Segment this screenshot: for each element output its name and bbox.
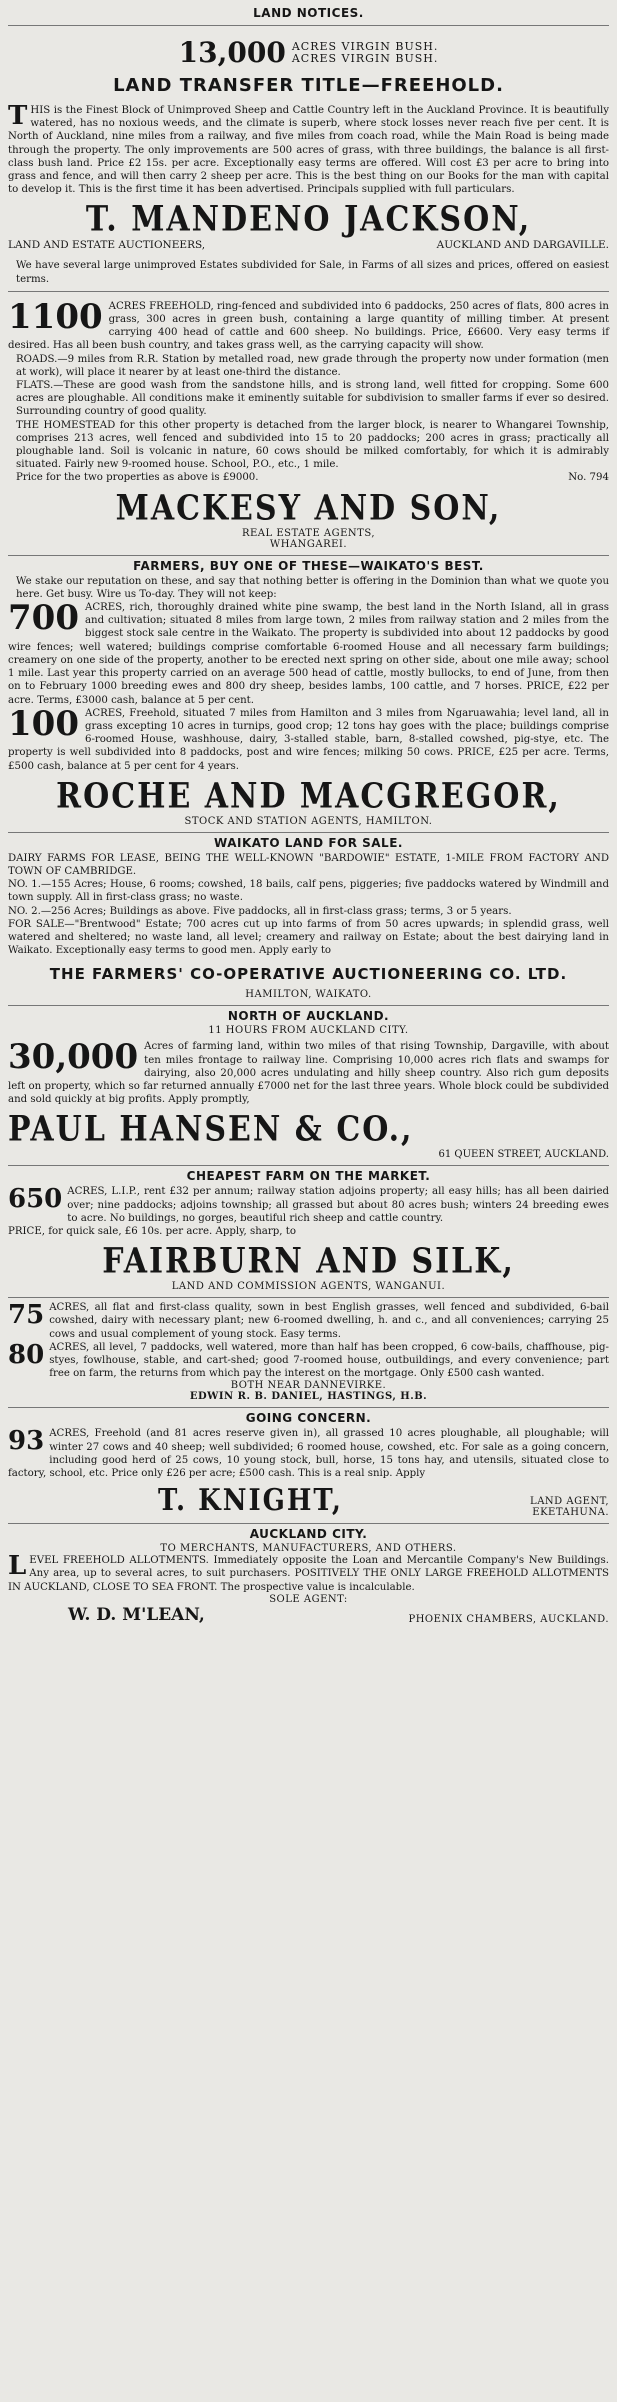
agent-address: PHOENIX CHAMBERS, AUCKLAND. — [408, 1613, 609, 1625]
firm-name: T. MANDENO JACKSON, — [85, 199, 532, 241]
agent-name: W. D. M'LEAN, — [68, 1604, 205, 1625]
firm-subline: HAMILTON, WAIKATO. — [245, 989, 372, 1001]
divider — [8, 832, 609, 833]
acres-line-1: ACRES VIRGIN BUSH. — [291, 39, 439, 53]
ad-body: ACRES, L.I.P., rent £32 per annum; railway station adjoins property; all easy hills; has all been dairied over; nine paddocks; adjoins township; all grassed but about 80 acres bush; winters 24 breeding ewes to acre. No buildings, no gorges, beautiful rich sheep and cattle country. — [67, 1186, 609, 1224]
firm-name: ROCHE AND MACGREGOR, — [56, 776, 561, 817]
firm-address: 61 QUEEN STREET, AUCKLAND. — [438, 1149, 609, 1161]
ad-flats: FLATS.—These are good wash from the sandstone hills, and is strong land, well fitted for cropping. Some 600 acres are ploughable. All conditions make it eminently suitable for subdivision to smaller farms if ever so desired. Surrounding country of good quality. — [16, 380, 609, 418]
ad-knight — [8, 1411, 609, 1518]
drop-cap: L — [8, 1551, 27, 1582]
acres-line-2: ACRES VIRGIN BUSH. — [291, 51, 439, 65]
ad-body: ACRES, Freehold, situated 7 miles from Hamilton and 3 miles from Ngaruawahia; level land, all in grass excepting 10 acres in turnips, good crop; 12 tons hay goes with the place; buildings comprise 6-roomed House, washhouse, dairy, 3-stalled stable, barn, 8-stalled cowshed, pig-stye, etc. The property is well subdivided into 8 paddocks, post and wire fences; milking 50 cows. PRICE, £25 per acre. Terms, £500 cash, balance at 5 per cent for 4 years. — [8, 707, 609, 772]
acres-number: 75 — [8, 1300, 45, 1331]
ad-sole-agent-label: SOLE AGENT: — [269, 1593, 348, 1605]
ad-body: ACRES, rich, thoroughly drained white pine swamp, the best land in the North Island, all in grass and cultivation; situated 8 miles from large town, 2 miles from railway station and 2 miles from the biggest stock sale centre in the Waikato. The property is subdivided into about 12 paddocks by good wire fences; well watered; buildings comprise comfortable 6-roomed House and all necessary farm buildings; creamery on one side of the property, another to be erected next spring on other side, about one mile away; school 1 mile. Last year this property carried on an average 500 head of cattle, mostly bullocks, to end of June, from then on to February 1000 breeding ewes and 800 dry sheep, besides lambs, 100 cattle, and 7 horses. PRICE, £22 per acre. Terms, £3000 cash, balance at 5 per cent. — [8, 602, 609, 706]
ad-roads: ROADS.—9 miles from R.R. Station by metalled road, new grade through the property now under formation (men at work), will place it nearer by at least one-third the distance. — [16, 353, 609, 378]
divider — [8, 555, 609, 556]
ad-item-2: NO. 2.—256 Acres; Buildings as above. Five paddocks, all in first-class grass; terms, 3 or 5 years. — [8, 905, 512, 917]
ad-body: ACRES, all level, 7 paddocks, well watered, more than half has been cropped, 6 cow-bails, chaffhouse, pig-styes, fowlhouse, stable, and cart-shed; good 7-roomed house, outbuildings, and every convenience; part free on farm, the returns from which pay the interest on the mortgage. Only £500 cash wanted. — [49, 1341, 609, 1380]
ad-body: ACRES, Freehold (and 81 acres reserve given in), all grassed 10 acres ploughable, all ploughable; will winter 27 cows and 40 sheep; well subdivided; 6 roomed house, cowshed, etc. For sale as a going concern, including good herd of 25 cows, 10 young stock, bull, horse, 15 tons hay, and utensils, situated close to factory, school, etc. Price only £26 per acre; £500 cash. This is a real snip. Apply — [8, 1428, 609, 1479]
acres-number: 93 — [8, 1426, 45, 1457]
section-heading: LAND NOTICES. — [253, 6, 364, 20]
acres-number: 100 — [8, 703, 79, 744]
ad-body: Acres of farming land, within two miles of that rising Township, Dargaville, with about ten miles frontage to railway line. Comprising 10,000 acres rich flats and swamps for dairying, also 20,000 acres undulating and hilly sheep country. Also rich gum deposits left on property, which so far returned annually £7000 net for the last three years. Whole block could be subdivided and sold quickly at big profits. Apply promptly, — [8, 1041, 609, 1106]
divider — [8, 25, 609, 26]
ad-body: EVEL FREEHOLD ALLOTMENTS. Immediately opposite the Loan and Mercantile Company's New Buildings. Any area, up to several acres, to suit purchasers. POSITIVELY THE ONLY LARGE FREEHOLD ALLOTMENTS IN AUCKLAND, CLOSE TO SEA FRONT. The prospective value is incalculable. — [8, 1555, 609, 1593]
ad-heading: NORTH OF AUCKLAND. — [227, 1009, 390, 1024]
firm-name: THE FARMERS' CO-OPERATIVE AUCTIONEERING CO. LTD. — [49, 965, 568, 984]
ad-body: ACRES FREEHOLD, ring-fenced and subdivided into 6 paddocks, 250 acres of flats, 800 acres in grass, 300 acres in green bush, containing a large quantity of milling timber. At present carrying 400 head of cattle and 600 sheep. No buildings. Price, £6600. Very easy terms if desired. Has all been bush country, and takes grass well, as the carrying capacity will show. — [8, 300, 609, 352]
ad-subheading: TO MERCHANTS, MANUFACTURERS, AND OTHERS. — [160, 1543, 457, 1555]
ad-intro: We stake our reputation on these, and say that nothing better is offering in the Dominion than what we quote you here. Get busy. Wire us To-day. They will not keep: — [16, 575, 609, 600]
ad-mandeno-jackson — [8, 36, 609, 286]
acres-number: 700 — [8, 598, 79, 639]
ad-heading: AUCKLAND CITY. — [249, 1527, 368, 1542]
acres-number: 1100 — [8, 296, 103, 337]
firm-subline: LAND AGENT, — [530, 1496, 609, 1508]
acres-number: 13,000 — [178, 36, 286, 69]
ad-farmers-coop — [8, 836, 609, 1001]
ad-item-1: NO. 1.—155 Acres; House, 6 rooms; cowshed, 18 bails, calf pens, piggeries; five paddocks watered by Windmill and town supply. All in first-class grass; no waste. — [8, 879, 609, 904]
acres-headline — [8, 36, 609, 69]
divider — [8, 1407, 609, 1408]
drop-cap: T — [8, 101, 28, 131]
ad-heading: CHEAPEST FARM ON THE MARKET. — [186, 1169, 431, 1184]
firm-town: WHANGAREI. — [269, 538, 348, 550]
ad-body: ACRES, all flat and first-class quality, sown in best English grasses, well fenced and subdivided, 6-bail cowshed, dairy with necessary plant; new 6-roomed dwelling, h. and c., and all conveniences; carrying 25 cows and usual complement of young stock. Easy terms. — [49, 1302, 609, 1340]
ad-intro: DAIRY FARMS FOR LEASE, BEING THE WELL-KNOWN "BARDOWIE" ESTATE, 1-MILE FROM FACTORY AND TOWN OF CAMBRIDGE. — [8, 852, 609, 877]
ad-ref: No. 794 — [568, 472, 609, 484]
ad-mclean — [8, 1527, 609, 1625]
divider — [8, 1297, 609, 1298]
ad-mackesy — [8, 296, 609, 550]
divider — [8, 1165, 609, 1166]
divider — [8, 1005, 609, 1006]
ad-title: LAND TRANSFER TITLE—FREEHOLD. — [113, 75, 504, 96]
firm-subline: LAND AND COMMISSION AGENTS, WANGANUI. — [171, 1281, 446, 1293]
divider — [8, 291, 609, 292]
ad-price: PRICE, for quick sale, £6 10s. per acre. Apply, sharp, to — [8, 1225, 296, 1237]
firm-subline: LAND AND ESTATE AUCTIONEERS, AUCKLAND AND DARGAVILLE. — [8, 239, 609, 252]
ad-location: BOTH NEAR DANNEVIRKE. — [230, 1380, 387, 1392]
ad-homestead: THE HOMESTEAD for this other property is detached from the larger block, is nearer to Whangarei Township, comprises 213 acres, well fenced and subdivided into 15 to 20 paddocks; 200 acres in grass; practically all ploughable land. Soil is volcanic in nature, 60 cows should be milked comfortably, for which it is admirably situated. Fairly new 9-roomed house. School, P.O., etc., 1 mile. — [16, 419, 609, 471]
ad-heading: WAIKATO LAND FOR SALE. — [214, 835, 403, 850]
ad-fairburn-silk — [8, 1169, 609, 1292]
divider — [8, 1523, 609, 1524]
ad-heading: FARMERS, BUY ONE OF THESE—WAIKATO'S BEST. — [133, 558, 484, 573]
ad-roche-macgregor — [8, 559, 609, 827]
firm-town: EKETAHUNA. — [532, 1507, 609, 1519]
acres-number: 650 — [8, 1184, 63, 1215]
ad-paul-hansen — [8, 1009, 609, 1160]
ad-price: Price for the two properties as above is £9000. — [16, 472, 259, 484]
ad-daniel — [8, 1301, 609, 1402]
ad-subheading: 11 HOURS FROM AUCKLAND CITY. — [208, 1025, 409, 1037]
firm-name: PAUL HANSEN & CO., — [8, 1109, 414, 1150]
firm-name: MACKESY AND SON, — [115, 488, 502, 529]
firm-subline: STOCK AND STATION AGENTS, HAMILTON. — [184, 815, 433, 827]
acres-number: 30,000 — [8, 1037, 139, 1078]
firm-subline: REAL ESTATE AGENTS, — [241, 527, 376, 539]
ad-body: THIS is the Finest Block of Unimproved Sheep and Cattle Country left in the Auckland Province. It is beautifully watered, has no noxious weeds, and the climate is superb, where stock losses never reach five per cent. It is North of Auckland, nine miles from a railway, and five miles from coach road, while the Main Road is being made through the property. The only improvements are 500 acres of grass, with three buildings, the balance is all first-class bush land. Price £2 15s. per acre. Exceptionally easy terms are offered. Will cost £3 per acre to bring into grass and fence, and will then carry 2 sheep per acre. This is the best thing on our Books for the man with capital to develop it. This is the first time it has been advertised. Principals supplied with full particulars. — [8, 101, 609, 196]
firm-name: FAIRBURN AND SILK, — [102, 1241, 515, 1282]
firm-name: T. KNIGHT, — [158, 1483, 343, 1519]
ad-footer: We have several large unimproved Estates subdivided for Sale, in Farms of all sizes and prices, offered on easiest terms. — [16, 260, 609, 285]
ad-for-sale: FOR SALE—"Brentwood" Estate; 700 acres cut up into farms of from 50 acres upwards; in splendid grass, well watered and sheltered; no waste land, all level; creamery and railway on Estate; about the best dairying land in Waikato. Exceptionally easy terms to good men. Apply early to — [8, 918, 609, 957]
acres-number: 80 — [8, 1339, 45, 1370]
ad-heading: GOING CONCERN. — [245, 1411, 372, 1426]
agent-name: EDWIN R. B. DANIEL, HASTINGS, H.B. — [189, 1391, 428, 1403]
